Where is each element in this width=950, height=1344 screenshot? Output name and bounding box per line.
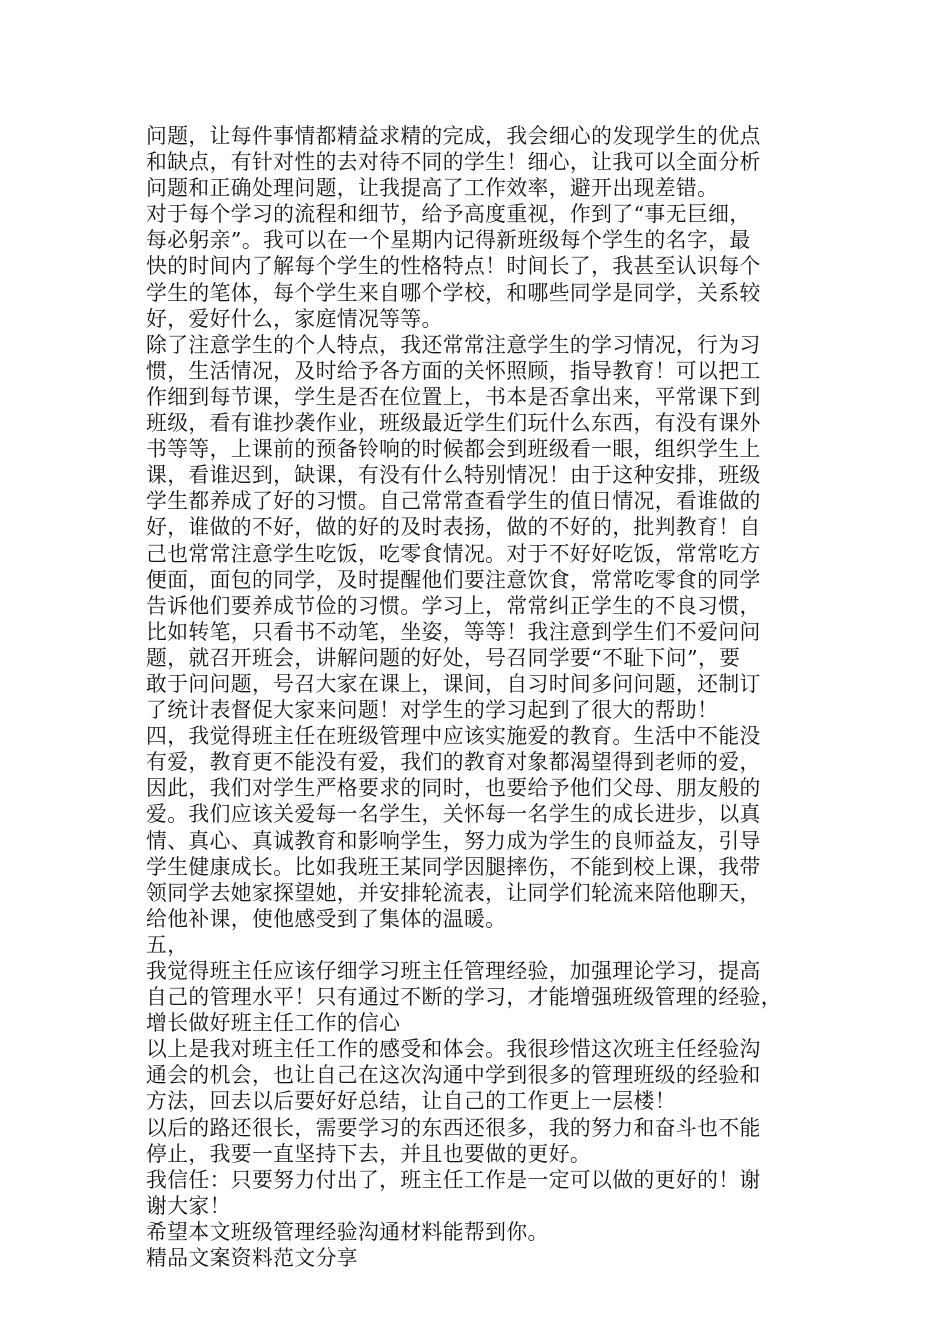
text-line: 惯，生活情况，及时给予各方面的关怀照顾，指导教育！可以把工 xyxy=(146,358,761,383)
text-line: 自己的管理水平！只有通过不断的学习，才能增强班级管理的经验， xyxy=(146,985,782,1010)
text-line: 因此，我们对学生严格要求的同时，也要给予他们父母、朋友般的 xyxy=(146,776,761,801)
text-line: 希望本文班级管理经验沟通材料能帮到你。 xyxy=(146,1219,549,1244)
text-line: 情、真心、真诚教育和影响学生，努力成为学生的良师益友，引导 xyxy=(146,828,761,853)
text-line: 谢大家！ xyxy=(146,1193,231,1218)
text-line: 五， xyxy=(146,932,189,957)
footer-note: 精品文案资料范文分享 xyxy=(146,1246,358,1271)
text-line: 书等等，上课前的预备铃响的时候都会到班级看一眼，组织学生上 xyxy=(146,437,761,462)
text-line: 增长做好班主任工作的信心 xyxy=(146,1011,401,1036)
text-line: 己也常常注意学生吃饭，吃零食情况。对于不好好吃饭，常常吃方 xyxy=(146,541,761,566)
text-line: 比如转笔，只看书不动笔，坐姿，等等！我注意到学生们不爱问问 xyxy=(146,619,761,644)
text-line: 学生都养成了好的习惯。自己常常查看学生的值日情况，看谁做的 xyxy=(146,489,761,514)
text-line: 给他补课，使他感受到了集体的温暖。 xyxy=(146,906,507,931)
text-line: 作细到每节课，学生是否在位置上，书本是否拿出来，平常课下到 xyxy=(146,384,761,409)
text-line: 快的时间内了解每个学生的性格特点！时间长了，我甚至认识每个 xyxy=(146,254,761,279)
text-line: 四，我觉得班主任在班级管理中应该实施爱的教育。生活中不能没 xyxy=(146,724,761,749)
text-line: 每必躬亲”。我可以在一个星期内记得新班级每个学生的名字，最 xyxy=(146,228,751,253)
document-body xyxy=(146,123,806,1271)
text-line: 问题和正确处理问题，让我提高了工作效率，避开出现差错。 xyxy=(146,176,719,201)
text-line: 我信任：只要努力付出了，班主任工作是一定可以做的更好的！谢 xyxy=(146,1167,761,1192)
text-line: 了统计表督促大家来问题！对学生的学习起到了很大的帮助！ xyxy=(146,698,719,723)
text-line: 我觉得班主任应该仔细学习班主任管理经验，加强理论学习，提高 xyxy=(146,959,761,983)
text-line: 课，看谁迟到，缺课，有没有什么特别情况！由于这种安排，班级 xyxy=(146,463,761,488)
text-line: 班级，看有谁抄袭作业，班级最近学生们玩什么东西，有没有课外 xyxy=(146,411,761,436)
text-line: 停止，我要一直坚持下去，并且也要做的更好。 xyxy=(146,1141,592,1166)
text-line: 通会的机会，也让自己在这次沟通中学到很多的管理班级的经验和 xyxy=(146,1063,761,1088)
text-line: 好，谁做的不好，做的好的及时表扬，做的不好的，批判教育！自 xyxy=(146,515,761,540)
text-line: 有爱，教育更不能没有爱，我们的教育对象都渴望得到老师的爱， xyxy=(146,750,761,775)
text-line: 爱。我们应该关爱每一名学生，关怀每一名学生的成长进步，以真 xyxy=(146,802,761,827)
text-line: 和缺点，有针对性的去对待不同的学生！细心，让我可以全面分析 xyxy=(146,150,761,175)
text-line: 对于每个学习的流程和细节，给予高度重视，作到了“事无巨细， xyxy=(146,202,751,227)
text-line: 领同学去她家探望她，并安排轮流表，让同学们轮流来陪他聊天， xyxy=(146,880,761,905)
text-line: 除了注意学生的个人特点，我还常常注意学生的学习情况，行为习 xyxy=(146,332,761,357)
text-line: 题，就召开班会，讲解问题的好处，号召同学要“不耻下问”，要 xyxy=(146,645,741,670)
text-line: 方法，回去以后要好好总结，让自己的工作更上一层楼！ xyxy=(146,1089,676,1114)
text-line: 敢于问问题，号召大家在课上，课间，自习时间多问问题，还制订 xyxy=(146,671,761,696)
text-line: 问题，让每件事情都精益求精的完成，我会细心的发现学生的优点 xyxy=(146,124,761,148)
text-line: 以上是我对班主任工作的感受和体会。我很珍惜这次班主任经验沟 xyxy=(146,1037,761,1062)
text-line: 学生的笔体，每个学生来自哪个学校，和哪些同学是同学，关系较 xyxy=(146,280,761,305)
text-line: 告诉他们要养成节俭的习惯。学习上，常常纠正学生的不良习惯， xyxy=(146,593,761,618)
text-line: 便面，面包的同学，及时提醒他们要注意饮食，常常吃零食的同学 xyxy=(146,567,761,592)
text-line: 好，爱好什么，家庭情况等等。 xyxy=(146,306,443,331)
text-line: 学生健康成长。比如我班王某同学因腿摔伤，不能到校上课，我带 xyxy=(146,854,761,879)
text-line: 以后的路还很长，需要学习的东西还很多，我的努力和奋斗也不能 xyxy=(146,1115,761,1140)
